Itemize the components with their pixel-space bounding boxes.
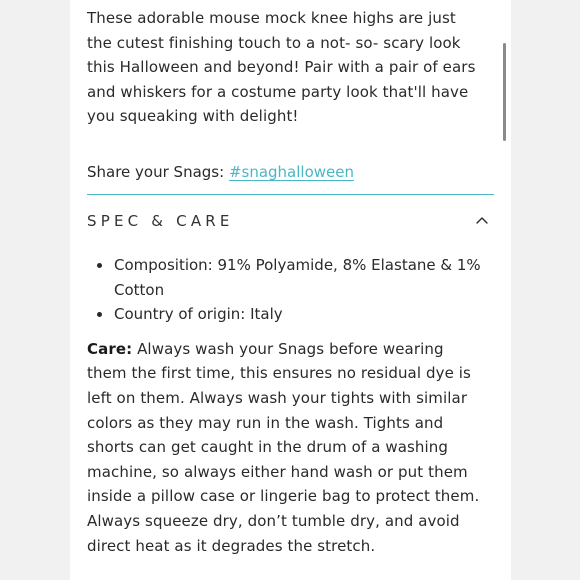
chevron-up-icon	[476, 216, 488, 224]
hashtag-link[interactable]: #snaghalloween	[228, 162, 354, 181]
care-instructions	[87, 337, 483, 558]
spec-list	[87, 253, 483, 327]
spec-item-country: • Country of origin: Italy	[113, 302, 483, 327]
product-details-panel	[70, 0, 511, 580]
care-label: Care:	[87, 339, 133, 358]
product-content	[87, 6, 483, 558]
share-prefix: Share your Snags:	[87, 162, 229, 181]
spec-care-title: SPEC & CARE	[87, 211, 234, 230]
share-line	[87, 160, 483, 184]
spec-care-accordion-toggle[interactable]	[87, 195, 494, 249]
product-description: These adorable mouse mock knee highs are just the cutest finishing touch to a not- so- scary look this Halloween and beyond! Pair with a pair of ears and whiskers for a costume party look that'll have you squeaking with delight!	[87, 9, 476, 126]
scrollbar-thumb[interactable]	[503, 43, 506, 141]
care-text: Always wash your Snags before wearing them the first time, this ensures no residual dye is left on them. Always wash your tights with similar colors as they may run in the wash. Tights and shorts can get caught in the drum of a washing machine, so always either hand wash or put them inside a pillow case or lingerie bag to protect them. Always squeeze dry, don’t tumble dry, and avoid direct heat as it degrades the stretch.	[87, 339, 480, 555]
spec-item-composition: • Composition: 91% Polyamide, 8% Elastane & 1% Cotton	[113, 253, 483, 302]
